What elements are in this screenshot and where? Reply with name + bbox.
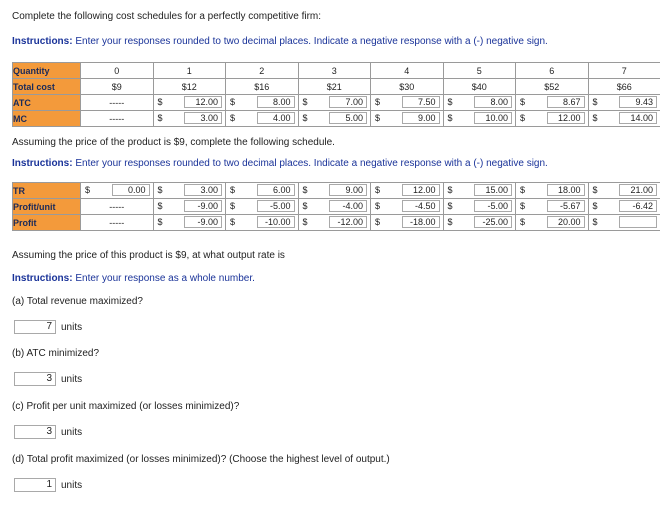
revenue-profit-table — [12, 182, 660, 231]
dollar-sign: $ — [375, 201, 381, 211]
dollar-sign: $ — [230, 185, 236, 195]
mc-input[interactable]: 5.00 — [329, 112, 367, 124]
empty-dash-cell: ----- — [81, 111, 154, 127]
instructions-text: Enter your responses rounded to two decimal places. Indicate a negative response with a (-) negative sign. — [75, 36, 548, 47]
quantity-cell: 3 — [298, 63, 371, 79]
mc-input[interactable]: 3.00 — [184, 112, 222, 124]
dollar-sign: $ — [520, 113, 526, 123]
total-cost-cell: $9 — [81, 79, 154, 95]
instructions-1 — [12, 36, 548, 47]
tr-input[interactable]: 3.00 — [184, 184, 222, 196]
units-label: units — [61, 374, 83, 385]
dollar-sign: $ — [520, 217, 526, 227]
atc-input[interactable]: 8.67 — [547, 96, 585, 108]
quantity-cell: 7 — [588, 63, 660, 79]
profit-input[interactable]: -12.00 — [329, 216, 367, 228]
atc-input[interactable]: 7.00 — [329, 96, 367, 108]
profit-per-unit-input[interactable]: -9.00 — [184, 200, 222, 212]
profit-input[interactable]: -10.00 — [257, 216, 295, 228]
dollar-sign: $ — [592, 185, 598, 195]
dollar-sign: $ — [302, 185, 308, 195]
profit-input[interactable]: -18.00 — [402, 216, 440, 228]
profit-input[interactable]: -9.00 — [184, 216, 222, 228]
question-d: (d) Total profit maximized (or losses minimized)? (Choose the highest level of output.) — [12, 454, 390, 465]
tr-row — [13, 183, 660, 199]
dollar-sign: $ — [375, 97, 381, 107]
total-cost-cell: $30 — [371, 79, 444, 95]
dollar-sign: $ — [302, 97, 308, 107]
mc-row — [13, 111, 660, 127]
dollar-sign: $ — [375, 217, 381, 227]
profit-per-unit-input[interactable]: -6.42 — [619, 200, 657, 212]
units-label: units — [61, 480, 83, 491]
dollar-sign: $ — [157, 97, 163, 107]
instructions-label: Instructions: — [12, 36, 73, 47]
quantity-cell: 1 — [153, 63, 226, 79]
profit-row — [13, 215, 660, 231]
mc-input[interactable]: 14.00 — [619, 112, 657, 124]
intro-text-1: Complete the following cost schedules for a perfectly competitive firm: — [12, 11, 322, 22]
quantity-cell: 5 — [443, 63, 516, 79]
total-cost-cell: $66 — [588, 79, 660, 95]
dollar-sign: $ — [592, 113, 598, 123]
dollar-sign: $ — [230, 201, 236, 211]
answer-a-input[interactable]: 7 — [14, 320, 56, 334]
quantity-cell: 0 — [81, 63, 154, 79]
quantity-row — [13, 63, 660, 79]
dollar-sign: $ — [157, 201, 163, 211]
dollar-sign: $ — [230, 113, 236, 123]
mc-input[interactable]: 4.00 — [257, 112, 295, 124]
total-cost-cell: $21 — [298, 79, 371, 95]
row-label-mc: MC — [13, 111, 81, 127]
profit-input[interactable]: -25.00 — [474, 216, 512, 228]
units-label: units — [61, 322, 83, 333]
atc-row — [13, 95, 660, 111]
mc-input[interactable]: 9.00 — [402, 112, 440, 124]
dollar-sign: $ — [592, 201, 598, 211]
tr-input[interactable]: 0.00 — [112, 184, 150, 196]
intro-text-2: Assuming the price of the product is $9, complete the following schedule. — [12, 137, 335, 148]
instructions-text: Enter your responses rounded to two decimal places. Indicate a negative response with a (-) negative sign. — [75, 158, 548, 169]
tr-input[interactable]: 12.00 — [402, 184, 440, 196]
cost-schedule-table — [12, 62, 660, 127]
dollar-sign: $ — [85, 185, 91, 195]
total-cost-cell: $12 — [153, 79, 226, 95]
mc-input[interactable]: 12.00 — [547, 112, 585, 124]
tr-input[interactable]: 18.00 — [547, 184, 585, 196]
profit-per-unit-input[interactable]: -4.00 — [329, 200, 367, 212]
question-c: (c) Profit per unit maximized (or losses minimized)? — [12, 401, 240, 412]
profit-input[interactable]: 20.00 — [547, 216, 585, 228]
dollar-sign: $ — [157, 113, 163, 123]
answer-d-input[interactable]: 1 — [14, 478, 56, 492]
dollar-sign: $ — [230, 97, 236, 107]
dollar-sign: $ — [302, 201, 308, 211]
instructions-text: Enter your response as a whole number. — [75, 273, 255, 284]
dollar-sign: $ — [375, 113, 381, 123]
dollar-sign: $ — [520, 97, 526, 107]
question-b: (b) ATC minimized? — [12, 348, 100, 359]
total-cost-cell: $40 — [443, 79, 516, 95]
profit-per-unit-input[interactable]: -5.00 — [257, 200, 295, 212]
atc-input[interactable]: 12.00 — [184, 96, 222, 108]
profit-per-unit-input[interactable]: -5.00 — [474, 200, 512, 212]
profit-input[interactable] — [619, 216, 657, 228]
dollar-sign: $ — [302, 217, 308, 227]
row-label-profit: Profit — [13, 215, 81, 231]
quantity-cell: 4 — [371, 63, 444, 79]
row-label-total-cost: Total cost — [13, 79, 81, 95]
quantity-cell: 6 — [516, 63, 589, 79]
dollar-sign: $ — [447, 201, 453, 211]
dollar-sign: $ — [302, 113, 308, 123]
quantity-cell: 2 — [226, 63, 299, 79]
intro-text-3: Assuming the price of this product is $9, at what output rate is — [12, 250, 285, 261]
profit-per-unit-input[interactable]: -4.50 — [402, 200, 440, 212]
atc-input[interactable]: 7.50 — [402, 96, 440, 108]
row-label-profit-per-unit: Profit/unit — [13, 199, 81, 215]
dollar-sign: $ — [447, 217, 453, 227]
dollar-sign: $ — [592, 217, 598, 227]
total-cost-row — [13, 79, 660, 95]
profit-per-unit-input[interactable]: -5.67 — [547, 200, 585, 212]
dollar-sign: $ — [520, 185, 526, 195]
dollar-sign: $ — [520, 201, 526, 211]
instructions-2 — [12, 158, 548, 169]
tr-input[interactable]: 9.00 — [329, 184, 367, 196]
dollar-sign: $ — [157, 217, 163, 227]
instructions-label: Instructions: — [12, 158, 73, 169]
answer-b-input[interactable]: 3 — [14, 372, 56, 386]
dollar-sign: $ — [375, 185, 381, 195]
atc-input[interactable]: 8.00 — [257, 96, 295, 108]
empty-dash-cell: ----- — [81, 215, 154, 231]
instructions-label: Instructions: — [12, 273, 73, 284]
profit-per-unit-row — [13, 199, 660, 215]
dollar-sign: $ — [447, 97, 453, 107]
empty-dash-cell: ----- — [81, 95, 154, 111]
instructions-3 — [12, 273, 255, 284]
atc-input[interactable]: 8.00 — [474, 96, 512, 108]
row-label-quantity: Quantity — [13, 63, 81, 79]
units-label: units — [61, 427, 83, 438]
total-cost-cell: $52 — [516, 79, 589, 95]
atc-input[interactable]: 9.43 — [619, 96, 657, 108]
tr-input[interactable]: 6.00 — [257, 184, 295, 196]
tr-input[interactable]: 21.00 — [619, 184, 657, 196]
dollar-sign: $ — [447, 185, 453, 195]
answer-c-input[interactable]: 3 — [14, 425, 56, 439]
mc-input[interactable]: 10.00 — [474, 112, 512, 124]
question-a: (a) Total revenue maximized? — [12, 296, 143, 307]
dollar-sign: $ — [447, 113, 453, 123]
row-label-atc: ATC — [13, 95, 81, 111]
dollar-sign: $ — [592, 97, 598, 107]
tr-input[interactable]: 15.00 — [474, 184, 512, 196]
total-cost-cell: $16 — [226, 79, 299, 95]
row-label-tr: TR — [13, 183, 81, 199]
dollar-sign: $ — [157, 185, 163, 195]
empty-dash-cell: ----- — [81, 199, 154, 215]
dollar-sign: $ — [230, 217, 236, 227]
